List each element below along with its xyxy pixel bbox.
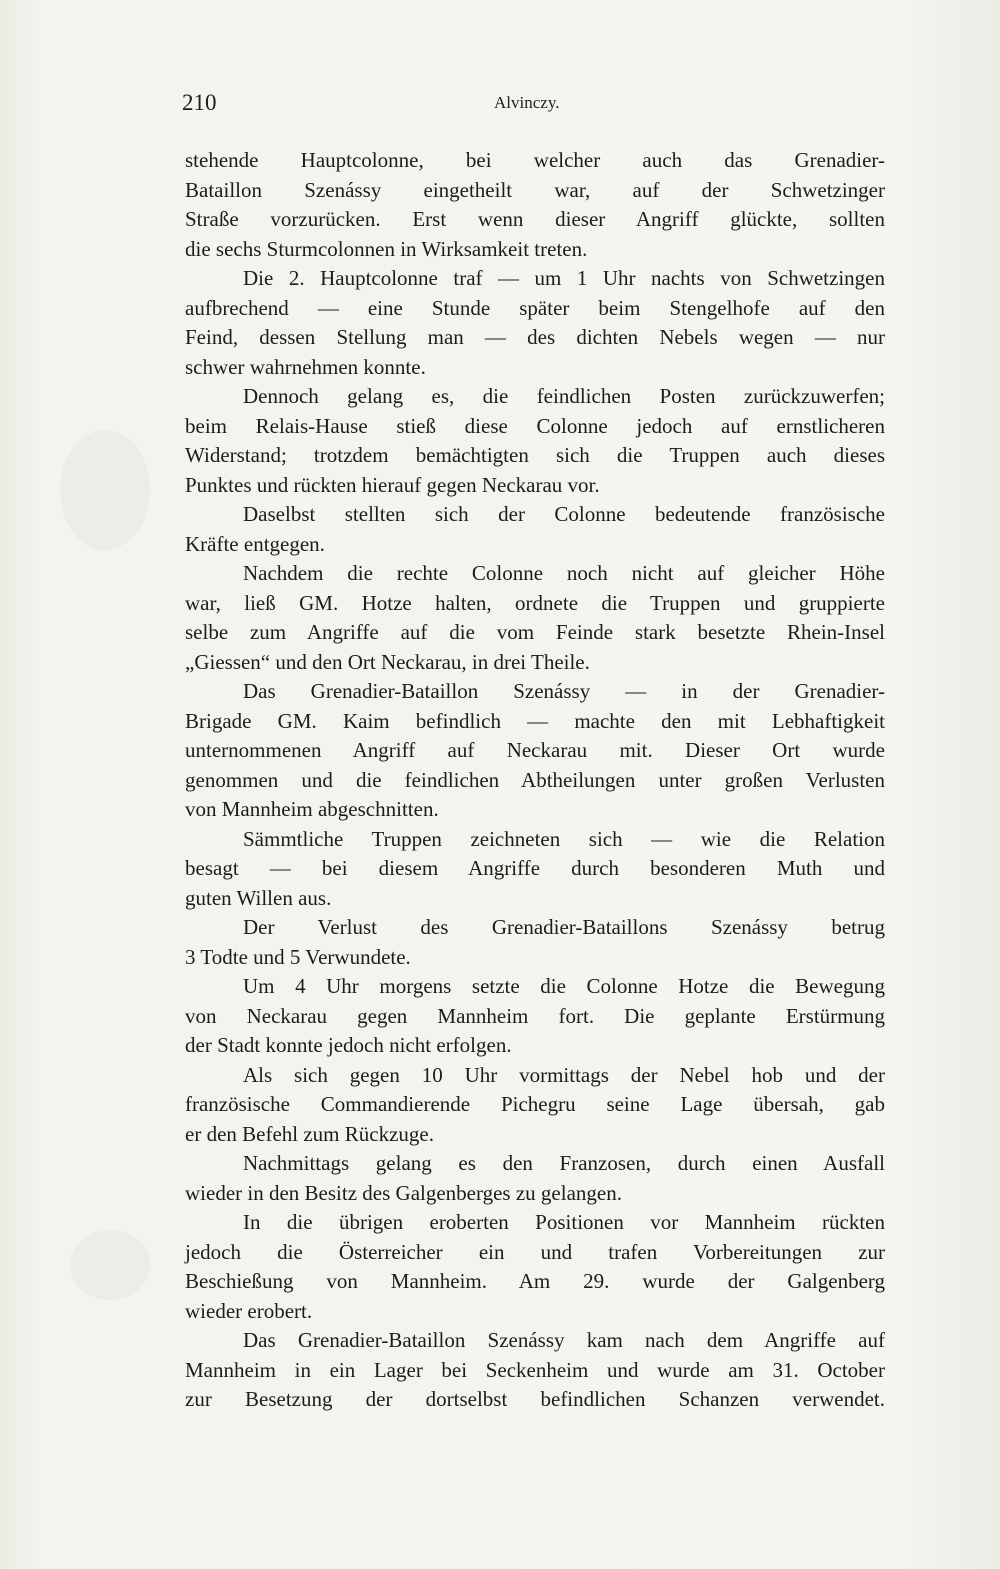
text-line: In die übrigen eroberten Positionen vor Mannheim rückten	[243, 1210, 885, 1234]
text-line: Das Grenadier-Bataillon Szenássy kam nach dem Angriffe auf	[243, 1328, 885, 1352]
text-line: Um 4 Uhr morgens setzte die Colonne Hotze die Bewegung	[243, 974, 885, 998]
text-line: Straße vorzurücken. Erst wenn dieser Angriff glückte, sollten	[185, 207, 885, 231]
text-line: Die 2. Hauptcolonne traf — um 1 Uhr nachts von Schwetzingen	[243, 266, 885, 290]
text-line: Das Grenadier-Bataillon Szenássy — in der Grenadier-	[243, 679, 885, 703]
running-head: Alvinczy.	[494, 93, 560, 112]
paper-stain	[70, 1230, 150, 1300]
text-line: guten Willen aus.	[185, 885, 332, 910]
text-line: Sämmtliche Truppen zeichneten sich — wie die Relation	[243, 826, 885, 851]
text-line: der Stadt konnte jedoch nicht erfolgen.	[185, 1033, 512, 1057]
text-line: französische Commandierende Pichegru seine Lage übersah, gab	[185, 1092, 885, 1116]
text-line: Daselbst stellten sich der Colonne bedeutende französische	[243, 502, 885, 526]
text-line: Nachmittags gelang es den Franzosen, durch einen Ausfall	[243, 1151, 885, 1175]
text-line: war, ließ GM. Hotze halten, ordnete die Truppen und gruppierte	[185, 590, 885, 615]
text-line: besagt — bei diesem Angriffe durch besonderen Muth und	[185, 856, 885, 880]
body-text	[185, 146, 885, 1415]
text-line: „Giessen“ und den Ort Neckarau, in drei Theile.	[185, 649, 590, 674]
text-line: Als sich gegen 10 Uhr vormittags der Nebel hob und der	[243, 1062, 885, 1087]
text-line: wieder in den Besitz des Galgenberges zu gelangen.	[185, 1180, 622, 1205]
text-line: er den Befehl zum Rückzuge.	[185, 1121, 434, 1146]
text-line: Dennoch gelang es, die feindlichen Posten zurückzuwerfen;	[243, 384, 885, 408]
text-line: Widerstand; trotzdem bemächtigten sich die Truppen auch dieses	[185, 443, 885, 467]
text-line: Nachdem die rechte Colonne noch nicht auf gleicher Höhe	[243, 561, 885, 585]
text-line: selbe zum Angriffe auf die vom Feinde stark besetzte Rhein-Insel	[185, 620, 885, 644]
text-line: aufbrechend — eine Stunde später beim Stengelhofe auf den	[185, 295, 885, 320]
text-line: unternommenen Angriff auf Neckarau mit. Dieser Ort wurde	[185, 738, 885, 762]
text-line: die sechs Sturmcolonnen in Wirksamkeit treten.	[185, 236, 588, 261]
text-line: stehende Hauptcolonne, bei welcher auch das Grenadier-	[185, 148, 885, 172]
text-line: wieder erobert.	[185, 1298, 313, 1323]
text-line: Feind, dessen Stellung man — des dichten Nebels wegen — nur	[185, 325, 885, 349]
page-header	[182, 90, 712, 120]
text-line: Punktes und rückten hierauf gegen Neckarau vor.	[185, 472, 600, 497]
text-line: genommen und die feindlichen Abtheilungen unter großen Verlusten	[185, 767, 885, 792]
text-line: von Mannheim abgeschnitten.	[185, 797, 439, 821]
text-line: von Neckarau gegen Mannheim fort. Die geplante Erstürmung	[185, 1003, 885, 1028]
text-line: Mannheim in ein Lager bei Seckenheim und wurde am 31. October	[185, 1357, 885, 1382]
text-line: zur Besetzung der dortselbst befindlichen Schanzen verwendet.	[185, 1387, 885, 1411]
text-line: Kräfte entgegen.	[185, 531, 325, 556]
paper-stain	[60, 430, 150, 550]
page-number: 210	[182, 90, 217, 115]
text-line: Brigade GM. Kaim befindlich — machte den mit Lebhaftigkeit	[185, 708, 885, 733]
text-line: Der Verlust des Grenadier-Bataillons Szenássy betrug	[243, 915, 885, 939]
text-line: Bataillon Szenássy eingetheilt war, auf der Schwetzinger	[185, 177, 885, 202]
text-line: beim Relais-Hause stieß diese Colonne jedoch auf ernstlicheren	[185, 413, 885, 438]
text-line: Beschießung von Mannheim. Am 29. wurde der Galgenberg	[185, 1269, 885, 1293]
text-line: jedoch die Österreicher ein und trafen Vorbereitungen zur	[185, 1239, 885, 1264]
text-line: 3 Todte und 5 Verwundete.	[185, 944, 411, 969]
text-line: schwer wahrnehmen konnte.	[185, 354, 426, 379]
